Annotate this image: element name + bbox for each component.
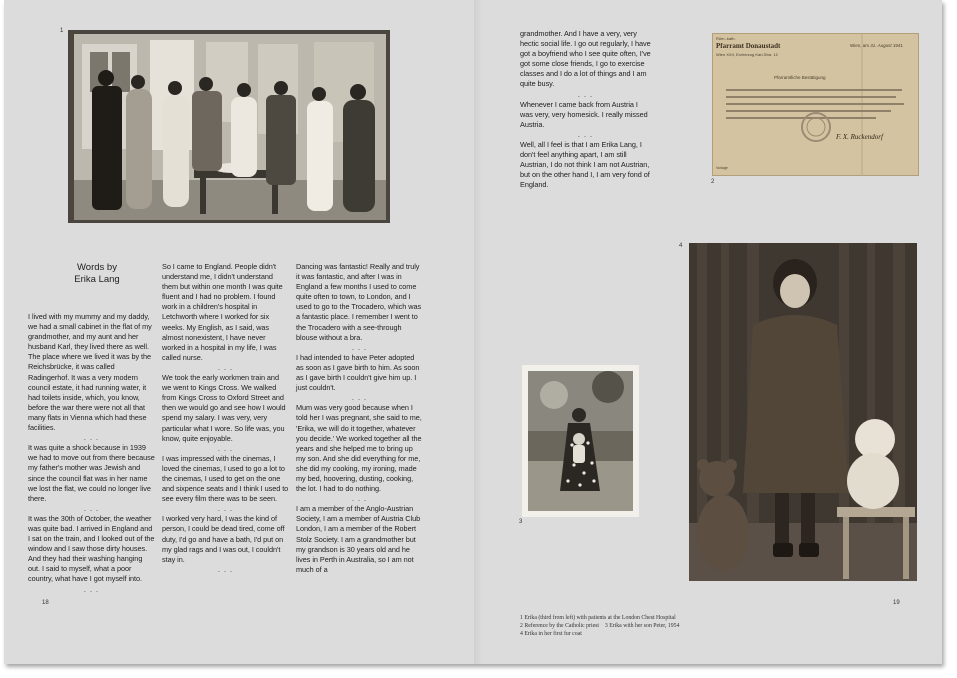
section-separator: . . . [351, 494, 368, 504]
paragraph: grandmother. And I have a very, very hectic social life. I go out regularly, I have got a boyfriend who I see quite often, I've got some close friends, I go to exercise classes and I do a lot of things and I am quite busy. [520, 29, 651, 89]
section-separator: . . . [351, 342, 368, 352]
paragraph: I lived with my mummy and my daddy, we had a small cabinet in the flat of my grandmother, and my aunt and her husband Karl, they lived there as well. The place where we lived it was by the Reichsbrücke, it was called Radingerhof. It was a very modern council estate, it had running water, it had toilets inside, which, you know, before the war there were not all that many flats in Vienna which had these facilities. [28, 312, 152, 433]
section-separator: . . . [83, 584, 100, 594]
magazine-spread [4, 0, 942, 664]
page-number-right: 19 [893, 600, 900, 606]
paragraph: It was quite a shock because in 1939 we had to move out from there because my father's mother was Jewish and since the council flat was in her name we lost the flat, we could no longer live there. [28, 443, 155, 503]
doc-header-address: Wien XXII, Erzherzog Karl-Stra. 12 [716, 52, 778, 57]
paragraph: I worked very hard, I was the kind of person, I could be dead tired, come off duty, I'd go and have a bath, I'd put on my glad rags and I was out, I couldn't stay in. [162, 514, 285, 564]
figure-number-3: 3 [519, 519, 523, 525]
heading-line-1: Words by [77, 262, 117, 273]
section-separator: . . . [351, 393, 368, 403]
page-number-left: 18 [42, 600, 49, 606]
doc-footer: Vorlage [716, 166, 728, 170]
text-column-3 [296, 262, 423, 575]
text-column-1 [28, 312, 155, 595]
caption-2: 2 Reference by the Catholic priest [520, 623, 600, 629]
paragraph: I had intended to have Peter adopted as soon as I gave birth to him. As soon as I gave birth I couldn't give him up. I just couldn't. [296, 352, 420, 393]
section-separator: . . . [577, 129, 594, 139]
figure-number-1: 1 [60, 28, 64, 34]
section-separator: . . . [217, 443, 234, 453]
heading-line-2: Erika Lang [74, 274, 120, 285]
caption-row-2-3 [520, 622, 679, 630]
doc-header-title: Pfarramt Donaustadt [716, 42, 781, 50]
paragraph: So I came to England. People didn't understand me, I didn't understand them but within one month I was quite fluent and I had no problem. I found work in a children's hospital in Letchworth where I worked for six weeks. My English, as I said, was almost nonexistent, I have never worked in a hospital in my life, I was called nurse. [162, 262, 283, 362]
paragraph: Mum was very good because when I told her I was pregnant, she said to me, 'Erika, we will do it together, whatever you decide.' We worked together all the years and she helped me to bring up my son. And she did everything for me, she did my cooking, my ironing, made my bed, hoovering, dusting, cooking, the lot. I had to do nothing. [296, 403, 422, 494]
caption-4: 4 Erika in her first fur coat [520, 631, 582, 637]
section-separator: . . . [217, 504, 234, 514]
caption-3: 3 Erika with her son Peter, 1954 [604, 623, 680, 629]
figure-number-2: 2 [711, 179, 715, 185]
doc-date: Wien, am 31. August 1941 [850, 43, 903, 48]
mother-and-son-photo [522, 365, 639, 517]
paragraph: It was the 30th of October, the weather was quite bad. I arrived in England and I sat on the train, and I looked out of the window and I saw those dirty houses. And they had their washing hanging out. I said to myself, what a poor country, what have I got myself into. [28, 513, 155, 584]
caption-1: 1 Erika (third from left) with patients at the London Chest Hospital [520, 615, 676, 621]
section-separator: . . . [217, 362, 234, 372]
figure-number-4: 4 [679, 243, 683, 249]
paragraph: We took the early workmen train and we went to Kings Cross. We walked from Kings Cross to Oxford Street and then we would go and see how I would spend my salary. I was very, very particular what I wore. So life was, you know, quite enjoyable. [162, 373, 286, 443]
section-separator: . . . [577, 89, 594, 99]
article-heading [67, 262, 127, 286]
church-reference-document [712, 33, 919, 176]
doc-header-small: Röm.-kath. [716, 36, 736, 41]
paragraph: Well, all I feel is that I am Erika Lang, I don't feel anything apart, I am still Austrian, I do not think I am not Austrian, but on the other hand I, I am very fond of England. [520, 140, 650, 190]
group-photo [68, 30, 390, 223]
figure-captions [520, 614, 679, 638]
section-separator: . . . [83, 503, 100, 513]
paragraph: Whenever I came back from Austria I was very, very homesick. I really missed Austria. [520, 99, 648, 129]
doc-subject: Pfarramtliche Bestätigung [774, 75, 826, 80]
paragraph: Dancing was fantastic! Really and truly it was fantastic, and after I was in England a few months I used to come quite often to town, to London, and I used to go to the Trocadero, which was a fantastic place. I remember I went to the Trocadero with a see-through blouse without a bra. [296, 262, 422, 342]
section-separator: . . . [217, 564, 234, 574]
section-separator: . . . [83, 433, 100, 443]
text-column-2 [162, 262, 289, 575]
spine-shadow [474, 0, 482, 664]
doc-signature: F. X. Ruckendorf [836, 133, 883, 141]
paragraph: I am a member of the Anglo-Austrian Society, I am a member of Austria Club London, I am a member of the Robert Stolz Society. I am a grandmother but my grandson is 30 years old and he lives in Perth in Australia, so I am not much of a [296, 504, 421, 574]
text-column-4 [520, 29, 651, 191]
paragraph: I was impressed with the cinemas, I loved the cinemas, I used to go a lot to the cinemas, I used to get on the one and sixpence seats and I think I used to see every film there was to be seen. [162, 453, 289, 504]
fur-coat-portrait-photo [689, 243, 917, 581]
